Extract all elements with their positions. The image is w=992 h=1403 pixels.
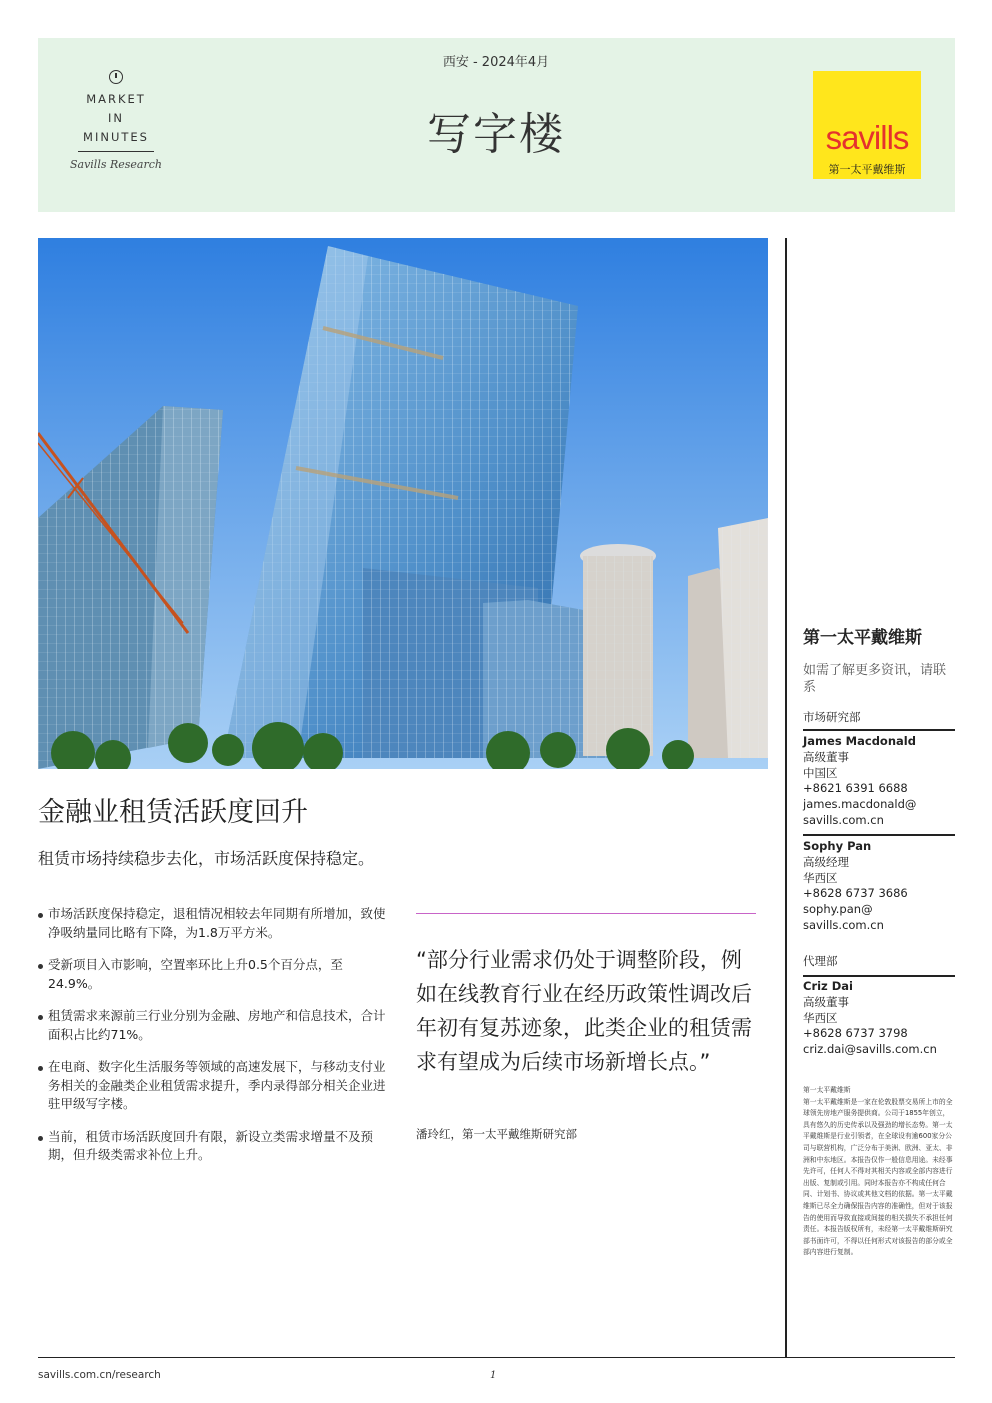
footer-url[interactable]: savills.com.cn/research <box>38 1369 161 1381</box>
contact-phone[interactable]: +8628 6737 3798 <box>803 1026 908 1041</box>
contact-name: Sophy Pan <box>803 839 872 853</box>
agency-dept-label: 代理部 <box>803 954 838 968</box>
research-dept-rule <box>803 729 955 731</box>
contact-email[interactable]: criz.dai@savills.com.cn <box>803 1042 937 1057</box>
key-point-1: 市场活跃度保持稳定，退租情况相较去年同期有所增加，致使净吸纳量同比略有下降，为1.8万平方米。 <box>38 905 388 942</box>
quote-divider <box>416 913 756 914</box>
article-subheadline: 租赁市场持续稳步去化，市场活跃度保持稳定。 <box>38 849 375 868</box>
contact-region: 中国区 <box>803 765 838 780</box>
contact-divider <box>803 834 955 836</box>
logo-chinese-name: 第一太平戴维斯 <box>828 163 906 176</box>
key-point-3: 租赁需求来源前三行业分别为金融、房地产和信息技术，合计面积占比约71%。 <box>38 1007 388 1044</box>
pull-quote: “部分行业需求仍处于调整阶段，例如在线教育行业在经历政策性调改后年初有复苏迹象，此类企业的租赁需求有望成为后续市场新增长点。” <box>416 948 752 1074</box>
key-point-5: 当前，租赁市场活跃度回升有限，新设立类需求增量不及预期，但升级类需求补位上升。 <box>38 1128 388 1165</box>
key-points-list <box>38 905 388 1179</box>
disclaimer-text: 第一太平戴维斯是一家在伦敦股票交易所上市的全球领先房地产服务提供商。公司于1855年创立，具有悠久的历史传承以及强劲的增长态势。第一太平戴维斯是行业引领者，在全球设有逾600家分公司与联营机构，广泛分布于美洲、欧洲、亚太、非洲和中东地区。本报告仅作一般信息用途。未经事先许可，任何人不得对其相关内容或全部内容进行出版、复制或引用。同时本报告亦不构成任何合同、计划书、协议或其他文档的依据。第一太平戴维斯已尽全力确保报告内容的准确性，但对于该报告的使用而导致直接或间接的相关损失不承担任何责任。本报告版权所有，未经第一太平戴维斯研究部书面许可，不得以任何形式对该报告的部分或全部内容进行复制。 <box>803 1097 953 1257</box>
key-point-4: 在电商、数字化生活服务等领域的高速发展下，与移动支付业务相关的金融类企业租赁需求提升，季内录得部分相关企业进驻甲级写字楼。 <box>38 1058 388 1114</box>
article-headline: 金融业租赁活跃度回升 <box>38 797 308 828</box>
page-title: 写字楼 <box>427 109 565 160</box>
series-line-3: MINUTES <box>83 130 149 144</box>
series-line-1: MARKET <box>86 92 146 106</box>
key-point-2: 受新项目入市影响，空置率环比上升0.5个百分点，至24.9%。 <box>38 956 388 993</box>
contact-region: 华西区 <box>803 1010 838 1025</box>
hero-photo <box>38 238 768 769</box>
sidebar-intro: 如需了解更多资讯，请联系 <box>803 663 947 695</box>
column-divider <box>785 238 787 1357</box>
contact-email[interactable]: james.macdonald@ <box>803 797 917 812</box>
disclaimer-block <box>803 1085 955 1259</box>
logo-wordmark: savills <box>825 119 909 156</box>
disclaimer-title: 第一太平戴维斯 <box>803 1086 851 1094</box>
quote-attribution: 潘玲红，第一太平戴维斯研究部 <box>416 1127 577 1141</box>
series-line-2: IN <box>108 111 124 125</box>
contact-phone[interactable]: +8621 6391 6688 <box>803 781 908 796</box>
footer-rule <box>38 1357 955 1358</box>
contact-card <box>803 979 955 1058</box>
clock-icon <box>109 70 123 84</box>
contact-phone[interactable]: +8628 6737 3686 <box>803 886 908 901</box>
contact-role: 高级经理 <box>803 854 849 869</box>
contact-region: 华西区 <box>803 870 838 885</box>
contact-card <box>803 839 955 934</box>
contact-card <box>803 734 955 829</box>
savills-logo <box>813 71 921 179</box>
sidebar-title: 第一太平戴维斯 <box>803 628 922 648</box>
series-subtitle: Savills Research <box>69 158 162 171</box>
contact-email-domain[interactable]: savills.com.cn <box>803 917 884 932</box>
contact-email-domain[interactable]: savills.com.cn <box>803 812 884 827</box>
contact-role: 高级董事 <box>803 749 849 764</box>
contact-email[interactable]: sophy.pan@ <box>803 902 873 917</box>
report-date: 西安 - 2024年4月 <box>442 55 550 70</box>
page-number: 1 <box>490 1370 497 1381</box>
contact-name: Criz Dai <box>803 979 853 993</box>
research-dept-label: 市场研究部 <box>803 710 861 724</box>
contact-role: 高级董事 <box>803 994 849 1009</box>
contact-name: James Macdonald <box>803 734 916 748</box>
agency-dept-rule <box>803 975 955 977</box>
